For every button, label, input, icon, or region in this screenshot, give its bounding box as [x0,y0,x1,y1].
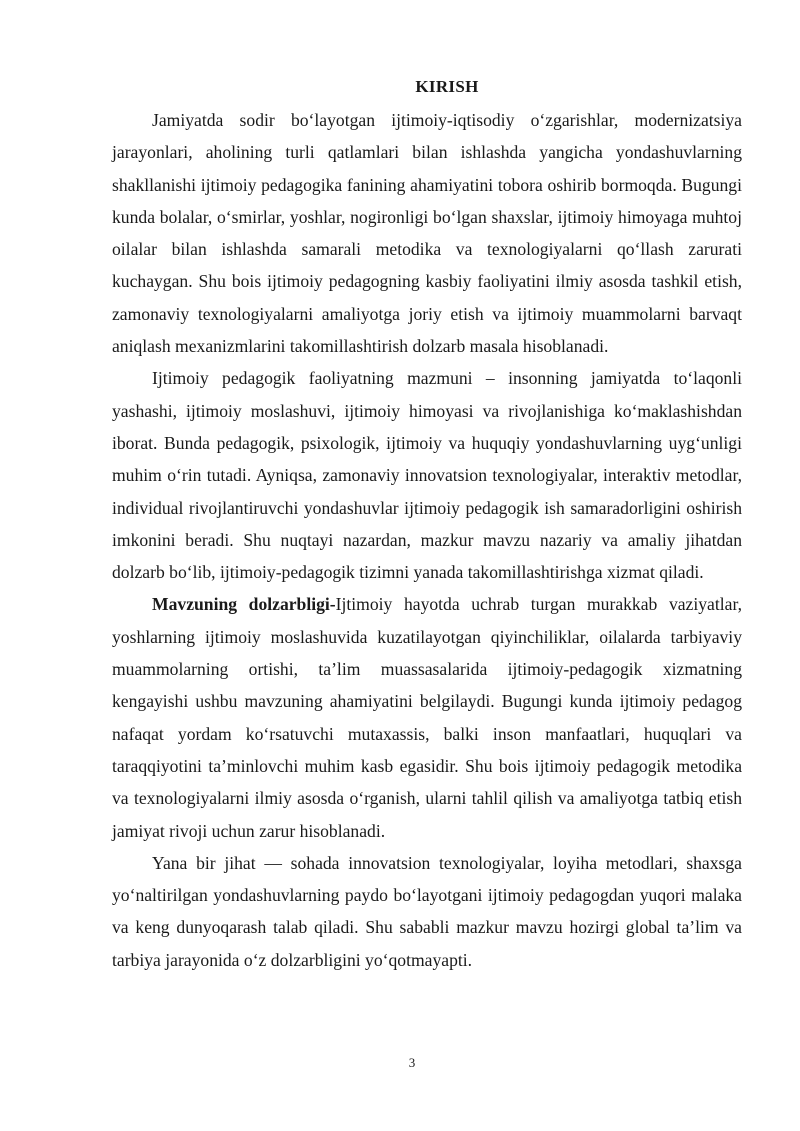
paragraph-1 [112,104,742,362]
paragraph-3-text: Ijtimoiy hayotda uchrab turgan murakkab vaziyatlar, yoshlarning ijtimoiy moslashuvida kuzatilayotgan qiyinchiliklar, oilalarda tarbiyaviy muammolarning ortishi, ta’lim muassasalarida ijtimoiy-pedagogik xizmatning kengayishi ushbu mavzuning ahamiyatini belgilaydi. Bugungi kunda ijtimoiy pedagog nafaqat yordam ko‘rsatuvchi mutaxassis, balki inson manfaatlari, huquqlari va taraqqiyotini ta’minlovchi muhim kasb egasidir. Shu bois ijtimoiy pedagogik metodika va texnologiyalarni ilmiy asosda o‘rganish, ularni tahlil qilish va amaliyotga tatbiq etish jamiyat rivoji uchun zarur hisoblanadi. [112,594,742,841]
paragraph-2 [112,362,742,588]
paragraph-3-lead: Mavzuning dolzarbligi- [152,594,336,615]
paragraph-4 [112,847,742,976]
page-number: 3 [408,1055,416,1070]
paragraph-1-text: Jamiyatda sodir bo‘layotgan ijtimoiy-iqtisodiy o‘zgarishlar, modernizatsiya jarayonlari, aholining turli qatlamlari bilan ishlashda yangicha yondashuvlarning shakllanishi ijtimoiy pedagogika fanining ahamiyatini tobora oshirib bormoqda. Bugungi kunda bolalar, o‘smirlar, yoshlar, nogironligi bo‘lgan shaxslar, ijtimoiy himoyaga muhtoj oilalar bilan ishlashda samarali metodika va texnologiyalarni qo‘llash zarurati kuchaygan. Shu bois ijtimoiy pedagogning kasbiy faoliyatini ilmiy asosda tashkil etish, zamonaviy texnologiyalarni amaliyotga joriy etish va ijtimoiy muammolarni barvaqt aniqlash mexanizmlarini takomillashtirish dolzarb masala hisoblanadi. [112,110,742,357]
paragraph-4-text: Yana bir jihat — sohada innovatsion texnologiyalar, loyiha metodlari, shaxsga yo‘naltirilgan yondashuvlarning paydo bo‘layotgani ijtimoiy pedagogdan yuqori malaka va keng dunyoqarash talab qiladi. Shu sababli mazkur mavzu hozirgi global ta’lim va tarbiya jarayonida o‘z dolzarbligini yo‘qotmayapti. [112,852,742,970]
paragraph-3 [112,588,742,846]
page-content [112,76,742,976]
paragraph-2-text: Ijtimoiy pedagogik faoliyatning mazmuni – insonning jamiyatda to‘laqonli yashashi, ijtimoiy moslashuvi, ijtimoiy himoyasi va rivojlanishiga ko‘maklashishdan iborat. Bunda pedagogik, psixologik, ijtimoiy va huquqiy yondashuvlarning uyg‘unligi muhim o‘rin tutadi. Ayniqsa, zamonaviy innovatsion texnologiyalar, interaktiv metodlar, individual rivojlantiruvchi yondashuvlar ijtimoiy pedagogik ish samaradorligini oshirish imkonini beradi. Shu nuqtayi nazardan, mazkur mavzu nazariy va amaliy jihatdan dolzarb bo‘lib, ijtimoiy-pedagogik tizimni yanada takomillashtirishga xizmat qiladi. [112,368,742,583]
section-heading: KIRISH [415,77,479,96]
